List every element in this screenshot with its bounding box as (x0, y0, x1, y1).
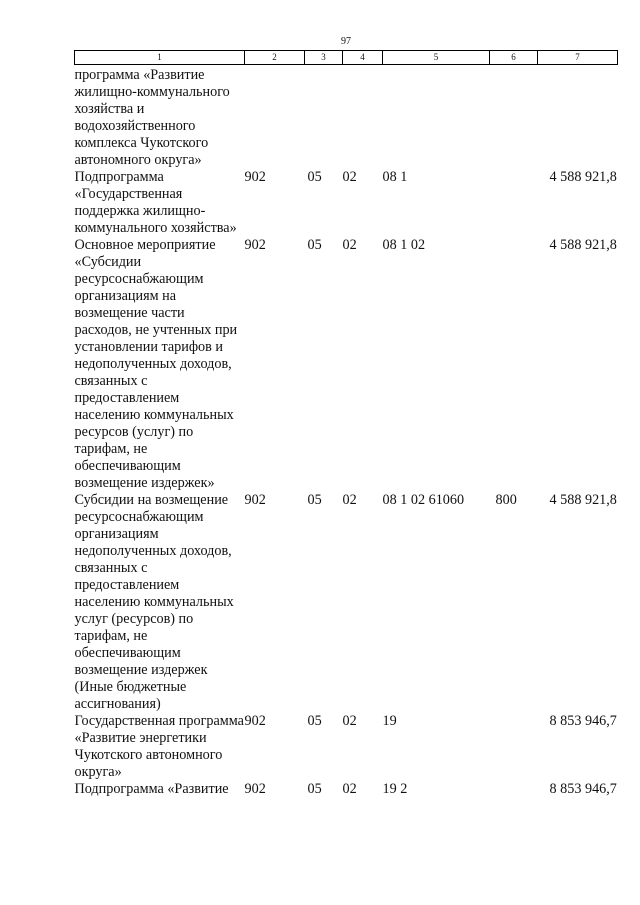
row-amount: 4 588 921,8 (549, 492, 617, 508)
column-header-7: 7 (538, 51, 618, 65)
budget-table (74, 50, 618, 798)
row-target-item (383, 65, 490, 170)
table-row (75, 237, 618, 492)
row-target-item: 08 1 02 61060 (382, 492, 465, 508)
table-row (75, 492, 618, 713)
row-section-code: 05 (307, 492, 322, 508)
column-header-5: 5 (383, 51, 490, 65)
row-name: Подпрограмма «Государственная поддержка жилищно-коммунального хозяйства» (74, 169, 237, 236)
table-body (75, 65, 618, 799)
row-section-code: 05 (307, 237, 322, 253)
row-amount: 8 853 946,7 (549, 781, 617, 797)
row-name: программа «Развитие жилищно-коммунального хозяйства и водохозяйственного комплекса Чукотского автономного округа» (74, 67, 230, 168)
row-expense-type: 800 (495, 492, 517, 508)
row-amount (538, 65, 618, 170)
row-subsection-code: 02 (342, 713, 357, 729)
page-number: 97 (341, 36, 351, 47)
row-expense-type (490, 237, 538, 492)
row-amount: 8 853 946,7 (549, 713, 617, 729)
row-ministry-code: 902 (244, 237, 266, 253)
row-subsection-code: 02 (342, 781, 357, 797)
column-header-1: 1 (75, 51, 245, 65)
row-ministry-code: 902 (244, 492, 266, 508)
row-subsection-code: 02 (342, 169, 357, 185)
row-expense-type (490, 713, 538, 781)
row-expense-type (490, 781, 538, 798)
row-subsection-code: 02 (342, 492, 357, 508)
column-header-3: 3 (305, 51, 343, 65)
row-section-code (305, 65, 343, 170)
row-name: Государственная программа «Развитие энергетики Чукотского автономного округа» (74, 713, 244, 780)
row-target-item: 08 1 02 (382, 237, 426, 253)
row-target-item: 19 (382, 713, 397, 729)
row-ministry-code (245, 65, 305, 170)
row-section-code: 05 (307, 713, 322, 729)
row-section-code: 05 (307, 169, 322, 185)
table-row (75, 65, 618, 170)
table-row (75, 781, 618, 798)
column-header-4: 4 (343, 51, 383, 65)
column-header-2: 2 (245, 51, 305, 65)
row-amount: 4 588 921,8 (549, 237, 617, 253)
row-target-item: 19 2 (382, 781, 408, 797)
header-row (75, 51, 618, 65)
row-ministry-code: 902 (244, 713, 266, 729)
table-header (75, 51, 618, 65)
row-name: Подпрограмма «Развитие (74, 781, 229, 797)
row-name: Субсидии на возмещение ресурсоснабжающим организациям недополученных доходов, связанных с предоставлением населению коммунальных услуг (ресурсов) по тарифам, не обеспечивающим возмещение издержек (Иные бюджетные ассигнования) (74, 492, 234, 712)
row-ministry-code: 902 (244, 781, 266, 797)
row-expense-type (490, 65, 538, 170)
table-row (75, 713, 618, 781)
row-section-code: 05 (307, 781, 322, 797)
row-name: Основное мероприятие «Субсидии ресурсоснабжающим организациям на возмещение части расходов, не учтенных при установлении тарифов и недополученных доходов, связанных с предоставлением населению коммунальных ресурсов (услуг) по тарифам, не обеспечивающим возмещение издержек» (74, 237, 238, 491)
row-ministry-code: 902 (244, 169, 266, 185)
row-target-item: 08 1 (382, 169, 408, 185)
row-expense-type (490, 169, 538, 237)
row-amount: 4 588 921,8 (549, 169, 617, 185)
row-subsection-code: 02 (342, 237, 357, 253)
table-row (75, 169, 618, 237)
row-subsection-code (343, 65, 383, 170)
column-header-6: 6 (490, 51, 538, 65)
